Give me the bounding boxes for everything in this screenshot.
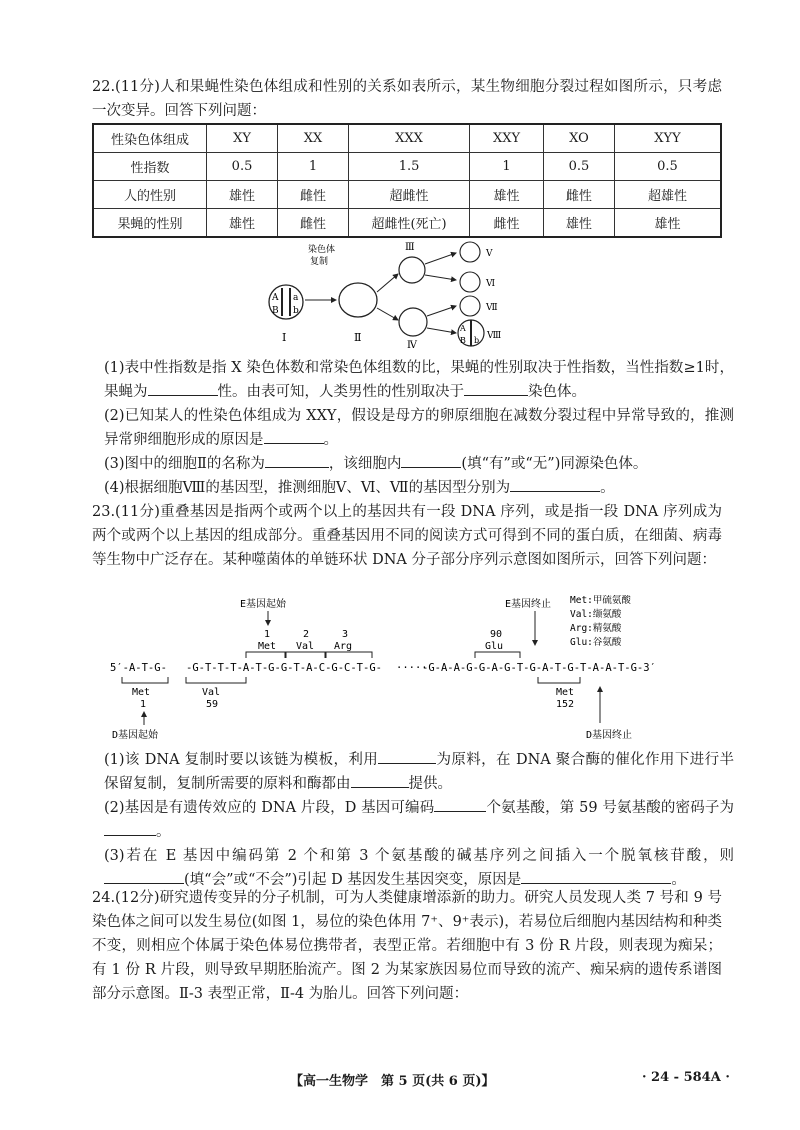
legend-item: Val:缬氨酸 <box>570 609 622 620</box>
q22-sub4-text-b: 。 <box>600 480 615 496</box>
codon-bracket <box>326 652 372 658</box>
q22-sub3-text-c: (填“有”或“无”)同源染色体。 <box>461 456 648 472</box>
answer-blank[interactable] <box>401 453 461 468</box>
cell-label: Ⅴ <box>486 249 493 259</box>
codon-bracket <box>475 652 520 658</box>
gene-label: A <box>460 324 466 333</box>
arrow-icon <box>425 275 456 280</box>
cell-vi <box>460 272 480 292</box>
q22-intro: 22.(11分)人和果蝇性染色体组成和性别的关系如表所示，某生物细胞分裂过程如图所示，只考虑一次变异。回答下列问题： <box>92 79 722 119</box>
codon-bracket <box>538 677 580 683</box>
d-gene-end-label: D基因终止 <box>586 730 633 741</box>
table-cell: 雄性 <box>614 209 721 238</box>
cell-label: Ⅳ <box>407 340 417 351</box>
answer-blank[interactable] <box>265 453 329 468</box>
q23-sub2-text-a: (2)基因是有遗传效应的 DNA 片段，D 基因可编码 <box>104 800 435 816</box>
dna-seq-dots: ····· <box>396 662 428 674</box>
amino-acid-label: Glu <box>485 641 504 652</box>
codon-number: 2 <box>303 629 310 640</box>
table-cell: 雌性 <box>278 209 349 238</box>
arrow-icon <box>425 253 456 264</box>
codon-bracket <box>286 652 325 658</box>
codon-number: 152 <box>556 699 575 710</box>
table-cell: 超雌性 <box>349 181 470 209</box>
table-cell: XXY <box>470 124 544 153</box>
legend-item: Met:甲硫氨酸 <box>570 595 631 606</box>
q24-intro: 24.(12分)研究遗传变异的分子机制，可为人类健康增添新的助力。研究人员发现人类 7 号和 9 号染色体之间可以发生易位(如图 1，易位的染色体用 7⁺、9⁺表示)，若易位后细胞内基因结构和种类不变，则相应个体属于染色体易位携带者，表型正常。若细胞中有 3 份 R 片段，则表现为痴呆；有 1 份 R 片段，则导致早期胚胎流产。图 2 为某家族因易位而导致的流产、痴呆病的遗传系谱图部分示意图。Ⅱ-3 表型正常，Ⅱ-4 为胎儿。回答下列问题： <box>92 890 722 1002</box>
q22-sub3 <box>92 452 734 476</box>
dna-seq-right: -G-A-A-G-G-A-G-T-G-A-T-G-T-A-A-T-G-3′ <box>422 662 656 674</box>
q23-sub2-text-c: 。 <box>156 824 171 840</box>
gene-label: b <box>293 306 299 316</box>
q23-sub1-text-c: 提供。 <box>408 776 452 792</box>
table-cell: 雌性 <box>543 181 614 209</box>
table-cell: 0.5 <box>543 153 614 181</box>
q23-intro: 23.(11分)重叠基因是指两个或两个以上的基因共有一段 DNA 序列，或是指一段 DNA 序列成为两个或两个以上基因的组成部分。重叠基因用不同的阅读方式可得到不同的蛋白质，在细菌、病毒等生物中广泛存在。某种噬菌体的单链环状 DNA 分子部分序列示意图如图所示，回答下列问题： <box>92 504 722 568</box>
table-cell: XX <box>278 124 349 153</box>
q23-sub1-text-b: 为原料，在 DNA 聚合酶的催化作用下进行半保留复制，复制所需要的原料和酶都由 <box>104 752 734 792</box>
q22-sub4 <box>92 476 734 500</box>
e-gene-end-label: E基因终止 <box>505 599 552 610</box>
dna-seq-middle: -G-T-T-T-A-T-G-G-T-A-C-G-C-T-G- <box>186 662 382 674</box>
table-cell: XO <box>543 124 614 153</box>
cell-iii <box>399 257 425 283</box>
arrow-label: 复制 <box>310 257 329 267</box>
answer-blank[interactable] <box>264 429 324 444</box>
amino-acid-label: Arg <box>334 641 353 652</box>
q23-sub1 <box>92 748 734 796</box>
answer-blank[interactable] <box>510 477 600 492</box>
table-header-row <box>93 124 721 153</box>
arrow-icon <box>427 306 456 316</box>
cell-division-diagram <box>260 240 540 352</box>
answer-blank[interactable] <box>464 381 528 396</box>
q23-sub2 <box>92 796 734 844</box>
amino-acid-label: Met <box>556 687 575 698</box>
codon-number: 90 <box>490 629 503 640</box>
answer-blank[interactable] <box>104 821 156 836</box>
q22-sub1-text-c: 染色体。 <box>528 384 586 400</box>
q22-sub3-text-a: (3)图中的细胞Ⅱ的名称为 <box>104 456 265 472</box>
q23-sub3 <box>92 844 734 892</box>
table-cell: 果蝇的性别 <box>93 209 207 238</box>
q22-sub2-text-a: (2)已知某人的性染色体组成为 XXY，假设是母方的卵原细胞在减数分裂过程中异常导致的，推测异常卵细胞形成的原因是 <box>104 408 734 448</box>
answer-blank[interactable] <box>521 869 671 884</box>
table-cell: 性指数 <box>93 153 207 181</box>
q23-sub3-text-a: (3)若在 E 基因中编码第 2 个和第 3 个氨基酸的碱基序列之间插入一个脱氧核苷酸，则 <box>104 848 734 864</box>
codon-bracket <box>186 677 246 683</box>
q22-sub4-text-a: (4)根据细胞Ⅷ的基因型，推测细胞Ⅴ、Ⅵ、Ⅶ的基因型分别为 <box>104 480 511 496</box>
sex-chromosome-table <box>92 123 722 238</box>
table-row <box>93 181 721 209</box>
table-cell: 人的性别 <box>93 181 207 209</box>
table-cell: 雌性 <box>278 181 349 209</box>
table-cell: 0.5 <box>614 153 721 181</box>
cell-iv <box>399 308 427 336</box>
q22-sub1-text-b: 性。由表可知，人类男性的性别取决于 <box>217 384 464 400</box>
q22-sub2 <box>92 404 734 452</box>
footer-page-info: 【高一生物学 第 5 页(共 6 页)】 <box>290 1074 495 1089</box>
arrow-icon <box>427 328 456 333</box>
dna-seq-left: 5′-A-T-G- <box>110 662 167 674</box>
amino-acid-label: Val <box>202 687 221 698</box>
table-cell: XYY <box>614 124 721 153</box>
gene-label: B <box>460 336 466 345</box>
q23-sub1-text-a: (1)该 DNA 复制时要以该链为模板，利用 <box>104 752 379 768</box>
answer-blank[interactable] <box>434 797 486 812</box>
cell-label: Ⅱ <box>354 331 362 344</box>
table-row <box>93 153 721 181</box>
cell-label: Ⅲ <box>405 242 415 253</box>
table-cell: XY <box>207 124 278 153</box>
legend-item: Arg:精氨酸 <box>570 623 622 634</box>
table-cell: 雄性 <box>207 181 278 209</box>
table-cell: 超雌性(死亡) <box>349 209 470 238</box>
gene-label: b <box>474 336 480 345</box>
codon-bracket <box>246 652 285 658</box>
table-cell: 雌性 <box>470 209 544 238</box>
q23-sub3-text-c: 。 <box>671 872 686 888</box>
q23-sub3-text-b: (填“会”或“不会”)引起 D 基因发生基因突变，原因是 <box>184 872 522 888</box>
d-gene-start-label: D基因起始 <box>112 730 159 741</box>
answer-blank[interactable] <box>378 749 436 764</box>
table-cell: 0.5 <box>207 153 278 181</box>
table-cell: 雄性 <box>543 209 614 238</box>
amino-acid-label: Met <box>132 687 151 698</box>
codon-number: 59 <box>206 699 219 710</box>
amino-acid-label: Val <box>296 641 315 652</box>
answer-blank[interactable] <box>104 869 184 884</box>
legend-item: Glu:谷氨酸 <box>570 637 622 648</box>
cell-label: Ⅰ <box>282 331 287 344</box>
cell-vii <box>460 296 480 316</box>
table-cell: 1.5 <box>349 153 470 181</box>
cell-v <box>460 242 480 262</box>
codon-number: 3 <box>342 629 349 640</box>
table-cell: 性染色体组成 <box>93 124 207 153</box>
gene-label: a <box>293 293 299 303</box>
q22-sub2-text-b: 。 <box>323 432 338 448</box>
q22-sub1-text-a: (1)表中性指数是指 X 染色体数和常染色体组数的比，果蝇的性别取决于性指数，当性指数≥1时，果蝇为 <box>104 360 734 400</box>
table-cell: 雄性 <box>207 209 278 238</box>
arrow-icon <box>377 274 398 292</box>
arrow-label: 染色体 <box>308 245 336 255</box>
footer-code: · 24 - 584A · <box>642 1070 730 1085</box>
codon-number: 1 <box>140 699 147 710</box>
table-row <box>93 209 721 238</box>
cell-label: Ⅶ <box>486 303 498 313</box>
table-cell: 1 <box>470 153 544 181</box>
answer-blank[interactable] <box>351 773 409 788</box>
table-cell: 1 <box>278 153 349 181</box>
e-gene-start-label: E基因起始 <box>240 599 287 610</box>
q22-sub1 <box>92 356 734 404</box>
gene-label: A <box>272 293 279 303</box>
cell-label: Ⅷ <box>487 331 502 341</box>
gene-label: B <box>272 306 279 316</box>
cell-ii <box>339 283 377 317</box>
q22-sub3-text-b: ，该细胞内 <box>328 456 402 472</box>
q23-sub2-text-b: 个氨基酸，第 59 号氨基酸的密码子为 <box>486 800 734 816</box>
table-cell: 雄性 <box>470 181 544 209</box>
amino-acid-label: Met <box>258 641 277 652</box>
dna-sequence-diagram <box>110 595 710 745</box>
table-cell: 超雄性 <box>614 181 721 209</box>
table-cell: XXX <box>349 124 470 153</box>
answer-blank[interactable] <box>148 381 218 396</box>
arrow-icon <box>377 308 398 320</box>
codon-number: 1 <box>264 629 271 640</box>
codon-bracket <box>122 677 168 683</box>
cell-label: Ⅵ <box>486 279 496 289</box>
